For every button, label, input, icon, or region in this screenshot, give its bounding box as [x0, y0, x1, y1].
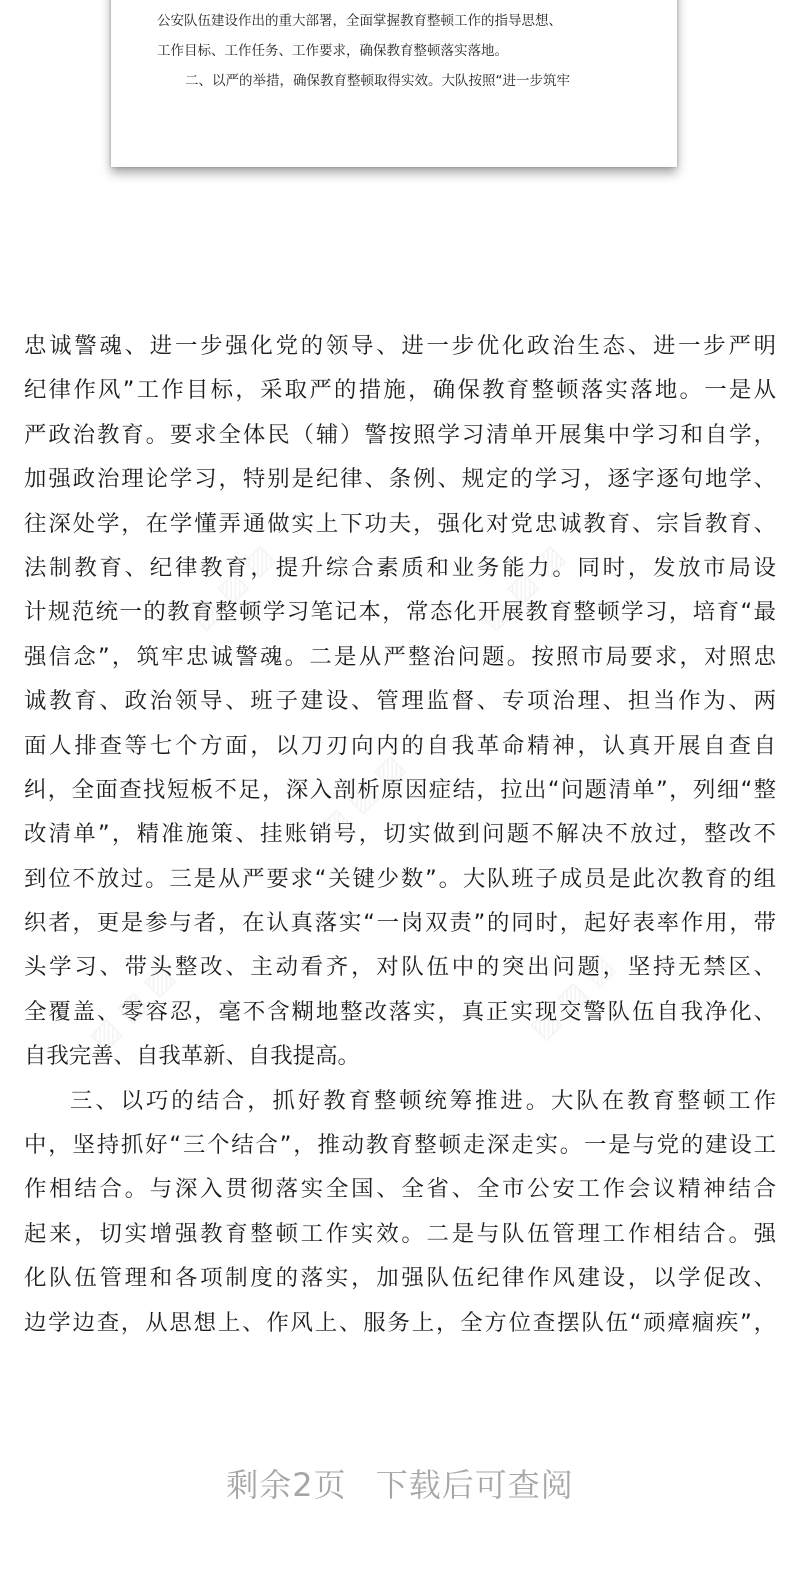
preview-line: 二、以严的举措，确保教育整顿取得实效。大队按照“进一步筑牢: [185, 73, 570, 89]
preview-line: 公安队伍建设作出的重大部署，全面掌握教育整顿工作的指导思想、: [157, 13, 562, 29]
document-preview-card: [111, 0, 677, 167]
body-line: 严政治教育。要求全体民（辅）警按照学习清单开展集中学习和自学，: [24, 421, 776, 448]
body-line: 诚教育、政治领导、班子建设、管理监督、专项治理、担当作为、两: [24, 688, 776, 715]
preview-line: 工作目标、工作任务、工作要求，确保教育整顿落实落地。: [157, 43, 508, 59]
body-line: 全覆盖、零容忍，毫不含糊地整改落实，真正实现交警队伍自我净化、: [24, 998, 776, 1025]
document-body: [24, 324, 776, 1345]
body-line: 往深处学，在学懂弄通做实上下功夫，强化对党忠诚教育、宗旨教育、: [24, 510, 776, 537]
body-line: 改清单”，精准施策、挂账销号，切实做到问题不解决不放过，整改不: [24, 821, 776, 848]
download-to-view-label[interactable]: 下载后可查阅: [375, 1466, 574, 1504]
body-line: 起来，切实增强教育整顿工作实效。二是与队伍管理工作相结合。强: [24, 1220, 776, 1247]
body-line: 加强政治理论学习，特别是纪律、条例、规定的学习，逐字逐句地学、: [24, 466, 776, 493]
body-line: 纠，全面查找短板不足，深入剖析原因症结，拉出“问题清单”，列细“整: [24, 776, 776, 803]
body-line: 三、以巧的结合，抓好教育整顿统筹推进。大队在教育整顿工作: [70, 1087, 776, 1114]
remaining-pages-banner[interactable]: [0, 1460, 800, 1506]
body-line: 法制教育、纪律教育，提升综合素质和业务能力。同时，发放市局设: [24, 554, 776, 581]
body-line: 作相结合。与深入贯彻落实全国、全省、全市公安工作会议精神结合: [24, 1176, 776, 1203]
body-line: 边学边查，从思想上、作风上、服务上，全方位查摆队伍“顽瘴痼疾”，: [24, 1309, 776, 1336]
body-line: 到位不放过。三是从严要求“关键少数”。大队班子成员是此次教育的组: [24, 865, 776, 892]
body-line: 化队伍管理和各项制度的落实，加强队伍纪律作风建设，以学促改、: [24, 1265, 776, 1292]
body-line: 计规范统一的教育整顿学习笔记本，常态化开展教育整顿学习，培育“最: [24, 599, 776, 626]
body-line: 面人排查等七个方面，以刀刃向内的自我革命精神，认真开展自查自: [24, 732, 776, 759]
body-line: 自我完善、自我革新、自我提高。: [24, 1043, 360, 1070]
remaining-pages-label[interactable]: 剩余2页: [226, 1466, 347, 1504]
body-line: 纪律作风”工作目标，采取严的措施，确保教育整顿落实落地。一是从: [24, 377, 776, 404]
body-line: 头学习、带头整改、主动看齐，对队伍中的突出问题，坚持无禁区、: [24, 954, 776, 981]
body-line: 织者，更是参与者，在认真落实“一岗双责”的同时，起好表率作用，带: [24, 910, 776, 937]
body-line: 强信念”，筑牢忠诚警魂。二是从严整治问题。按照市局要求，对照忠: [24, 643, 776, 670]
body-line: 中，坚持抓好“三个结合”，推动教育整顿走深走实。一是与党的建设工: [24, 1132, 776, 1159]
body-line: 忠诚警魂、进一步强化党的领导、进一步优化政治生态、进一步严明: [24, 333, 776, 359]
